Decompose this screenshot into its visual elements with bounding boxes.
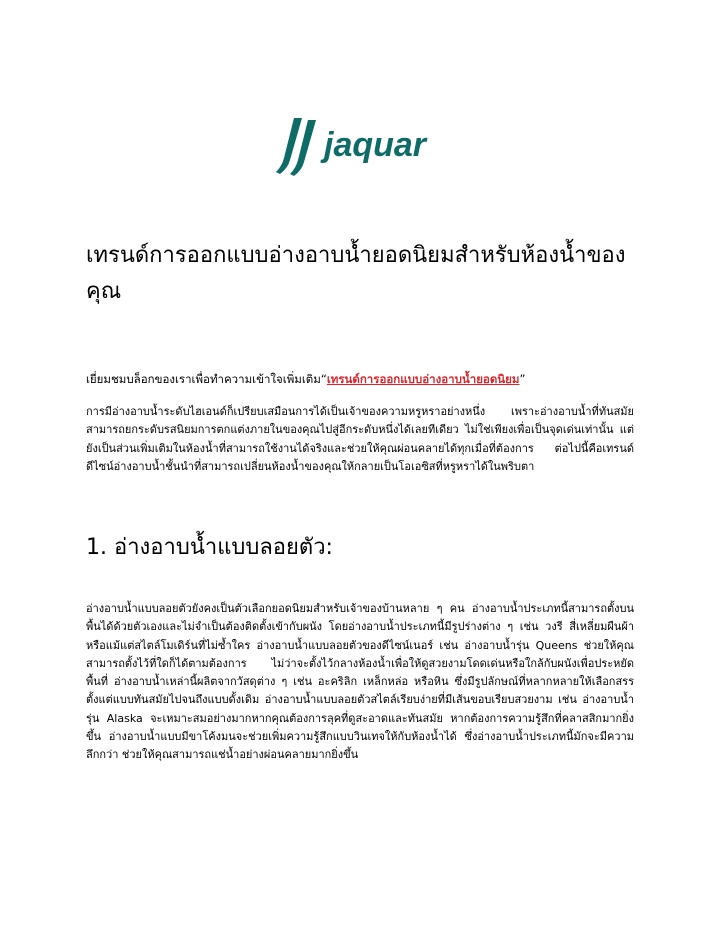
intro-paragraph: การมีอ่างอาบน้ำระดับไฮเอนด์ก็เปรียบเสมือนการได้เป็นเจ้าของความหรูหราอย่างหนึ่ง เพราะอ่างอาบน้ำที่ทันสมัยสามารถยกระดับรสนิยมการตกแต่งภายในของคุณไปสู่อีกระดับหนึ่งได้เลยทีเดียว ไม่ใช่เพียงเพื่อเป็นจุดเด่นเท่านั้น แต่ยังเป็นส่วนเพิ่มเติมในห้องน้ำที่สามารถใช้งานได้จริงและช่วยให้คุณผ่อนคลายได้ทุกเมื่อที่ต้องการ ต่อไปนี้คือเทรนด์ดีไซน์อ่างอาบน้ำชั้นนำที่สามารถเปลี่ยนห้องน้ำของคุณให้กลายเป็นโอเอซิสที่หรูหราได้ในพริบตา	[86, 405, 634, 473]
section-body-freestanding: อ่างอาบน้ำแบบลอยตัวยังคงเป็นตัวเลือกยอดนิยมสำหรับเจ้าของบ้านหลาย ๆ คน อ่างอาบน้ำประเภทนี้สามารถตั้งบนพื้นได้ด้วยตัวเองและไม่จำเป็นต้องติดตั้งเข้ากับผนัง โดยอ่างอาบน้ำประเภทนี้มีรูปร่างต่าง ๆ เช่น วงรี สี่เหลี่ยมผืนผ้า หรือแม้แต่สไตล์โมเดิร์นที่ไม่ซ้ำใคร อ่างอาบน้ำแบบลอยตัวของดีไซน์เนอร์ เช่น อ่างอาบน้ำรุ่น Queens ช่วยให้คุณสามารถตั้งไว้ที่ใดก็ได้ตามต้องการ ไม่ว่าจะตั้งไว้กลางห้องน้ำเพื่อให้ดูสวยงามโดดเด่นหรือใกล้กับผนังเพื่อประหยัดพื้นที่ อ่างอาบน้ำเหล่านี้ผลิตจากวัสดุต่าง ๆ เช่น อะคริลิก เหล็กหล่อ หรือหิน ซึ่งมีรูปลักษณ์ที่หลากหลายให้เลือกสรร ตั้งแต่แบบทันสมัยไปจนถึงแบบดั้งเดิม อ่างอาบน้ำแบบลอยตัวสไตล์เรียบง่ายที่มีเส้นขอบเรียบสวยงาม เช่น อ่างอาบน้ำรุ่น Alaska จะเหมาะสมอย่างมากหากคุณต้องการลุคที่ดูสะอาดและทันสมัย หากต้องการความรู้สึกที่คลาสสิกมากยิ่งขึ้น อ่างอาบน้ำแบบมีขาโค้งมนจะช่วยเพิ่มความรู้สึกแบบวินเทจให้กับห้องน้ำได้ ซึ่งอ่างอาบน้ำประเภทนี้มักจะมีความลึกกว่า ช่วยให้คุณสามารถแช่น้ำอย่างผ่อนคลายมากยิ่งขึ้น	[86, 602, 634, 762]
intro-prefix: เยี่ยมชมบล็อกของเราเพื่อทำความเข้าใจเพิ่มเติม“	[86, 372, 327, 386]
logo-wordmark: jaquar	[324, 126, 427, 164]
jaquar-logo	[276, 116, 446, 180]
trend-link[interactable]: เทรนด์การออกแบบอ่างอาบน้ำยอดนิยม	[326, 372, 520, 386]
page-title: เทรนด์การออกแบบอ่างอาบน้ำยอดนิยมสำหรับห้องน้ำของคุณ	[86, 243, 626, 304]
jaquar-logo-mark	[276, 116, 446, 180]
section-heading-freestanding: 1. อ่างอาบน้ำแบบลอยตัว:	[86, 535, 333, 560]
intro-line	[86, 370, 646, 388]
intro-suffix: ”	[519, 372, 526, 386]
